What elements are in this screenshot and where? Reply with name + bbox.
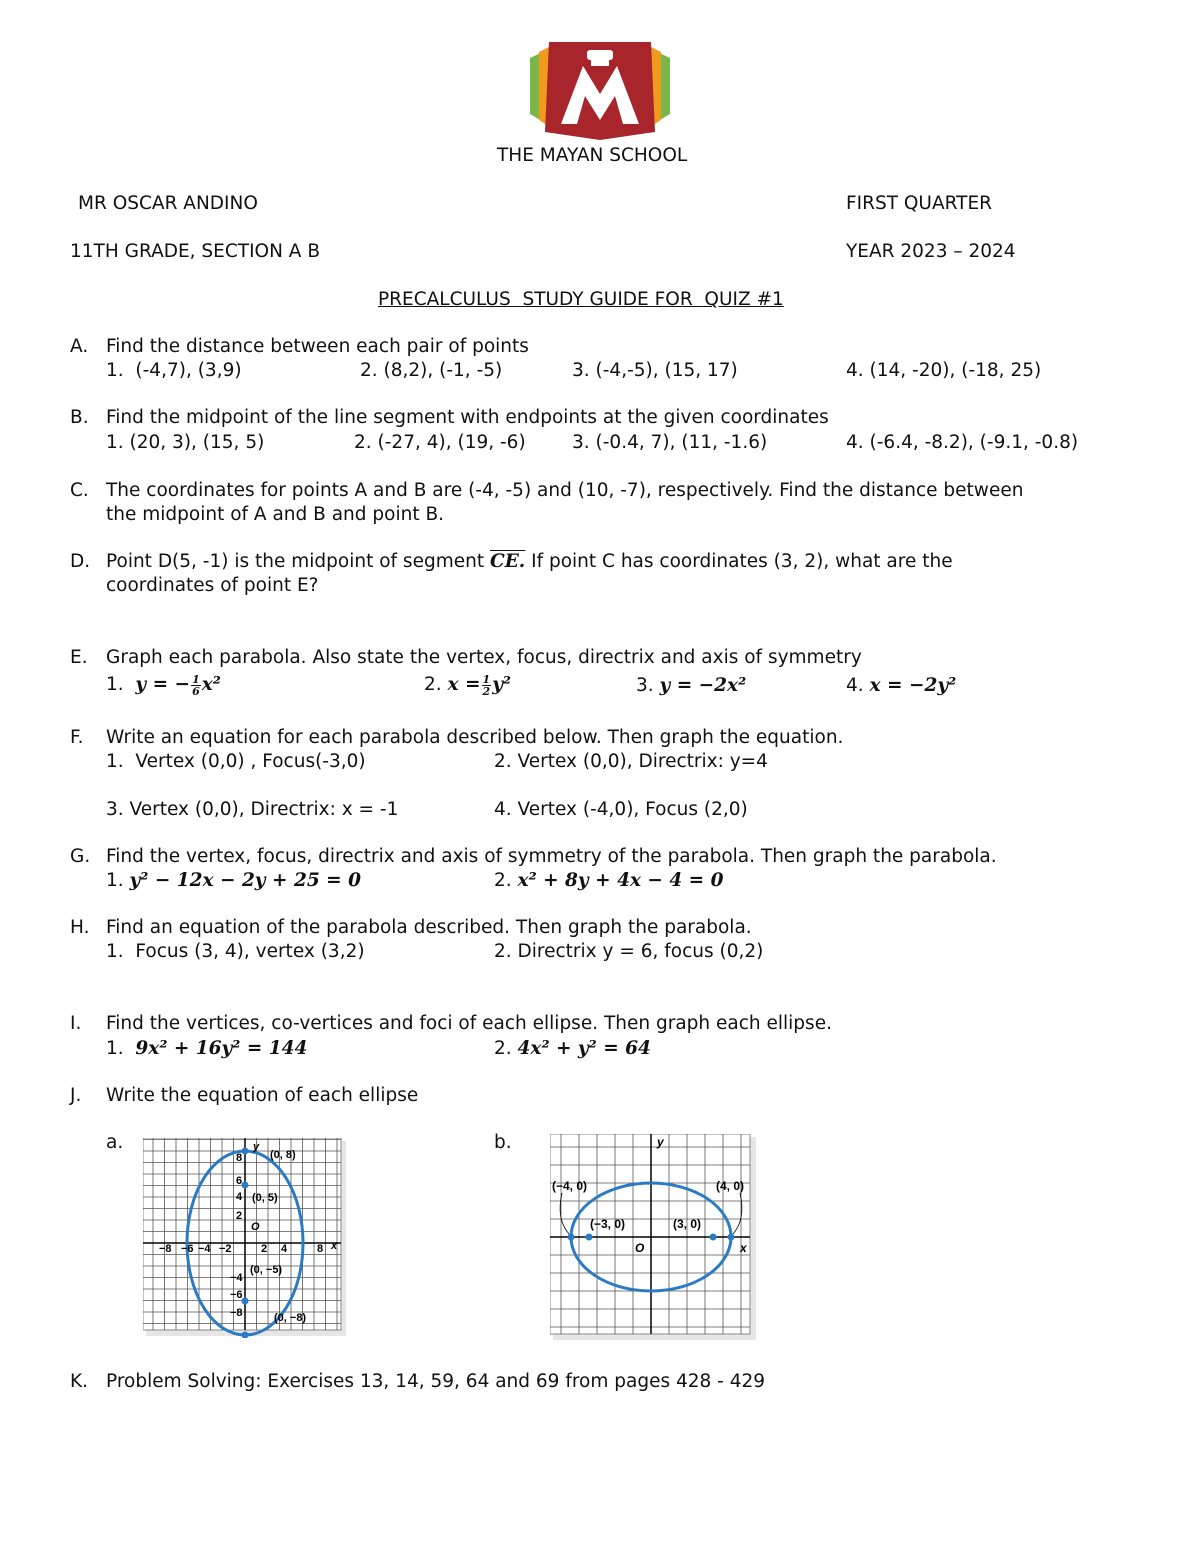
section-letter: E. — [70, 647, 88, 668]
list-item: 2. Directrix y = 6, focus (0,2) — [494, 941, 764, 962]
item-number: 1. — [106, 674, 124, 695]
point-label: (4, 0) — [716, 1179, 745, 1193]
list-item: 1. (20, 3), (15, 5) — [106, 432, 265, 453]
tick-label: −6 — [181, 1243, 194, 1255]
section-text: coordinates of point E? — [106, 575, 319, 596]
section-letter: J. — [70, 1085, 82, 1106]
section-prompt: Find the vertex, focus, directrix and axis of symmetry of the parabola. Then graph the parabola. — [106, 846, 997, 867]
equation-item — [494, 1040, 651, 1059]
list-item: 2. (8,2), (-1, -5) — [360, 360, 503, 381]
denominator: 2 — [482, 684, 491, 698]
grade-section: 11TH GRADE, SECTION A B — [70, 241, 321, 262]
teacher-name: MR OSCAR ANDINO — [78, 193, 258, 214]
section-prompt: Problem Solving: Exercises 13, 14, 59, 64 and 69 from pages 428 - 429 — [106, 1371, 766, 1392]
list-item: 3. (-0.4, 7), (11, -1.6) — [572, 432, 768, 453]
axis-label-y: y — [253, 1141, 260, 1153]
section-letter: F. — [70, 727, 84, 748]
list-item: 4. (-6.4, -8.2), (-9.1, -0.8) — [846, 432, 1079, 453]
list-item: 3. (-4,-5), (15, 17) — [572, 360, 738, 381]
school-year: YEAR 2023 – 2024 — [846, 241, 1016, 262]
section-letter: B. — [70, 407, 89, 428]
tick-label: 4 — [236, 1191, 243, 1203]
section-letter: I. — [70, 1013, 82, 1034]
origin-label: O — [635, 1241, 645, 1255]
tick-label: 2 — [261, 1243, 268, 1255]
equation-item — [636, 677, 746, 696]
item-number: 3. — [636, 675, 654, 696]
axis-label-x: x — [740, 1241, 747, 1255]
equation: y = − — [135, 674, 191, 695]
equation: x² + 8y + 4x − 4 = 0 — [517, 870, 724, 891]
point-label: (0, −5) — [250, 1264, 283, 1276]
school-name: THE MAYAN SCHOOL — [497, 145, 688, 166]
numerator: 1 — [482, 672, 491, 686]
point-label: (0, 5) — [252, 1192, 278, 1204]
list-item: 4. (14, -20), (-18, 25) — [846, 360, 1042, 381]
graph-label-b: b. — [494, 1132, 512, 1153]
axis-label-y: y — [657, 1135, 664, 1149]
axis-label-x: x — [331, 1240, 338, 1252]
equation-item — [846, 677, 956, 696]
item-number: 4. — [846, 675, 864, 696]
ellipse-point — [710, 1234, 717, 1241]
school-logo — [525, 36, 675, 141]
fraction — [191, 674, 201, 697]
section-letter: D. — [70, 551, 91, 572]
point-label: (0, 8) — [270, 1149, 296, 1161]
tick-label: −8 — [159, 1243, 172, 1255]
point-label: (−4, 0) — [552, 1179, 588, 1193]
ellipse-graph-b — [550, 1134, 756, 1340]
equation: x = −2y² — [869, 675, 957, 696]
section-text — [106, 553, 953, 572]
item-number: 2. — [494, 870, 512, 891]
equation: 9x² + 16y² = 144 — [135, 1038, 308, 1059]
section-letter: C. — [70, 480, 89, 501]
point-label: (−3, 0) — [590, 1217, 626, 1231]
segment-label: CE. — [489, 551, 526, 572]
equation-item — [106, 672, 221, 698]
item-number: 1. — [106, 1038, 124, 1059]
tick-label: −8 — [230, 1307, 243, 1319]
list-item: 1. (-4,7), (3,9) — [106, 360, 242, 381]
equation-item — [494, 872, 723, 891]
section-letter: H. — [70, 917, 90, 938]
item-number: 2. — [424, 674, 442, 695]
section-letter: A. — [70, 336, 89, 357]
equation: x² — [201, 674, 221, 695]
ellipse-graph-a — [143, 1138, 348, 1338]
origin-label: O — [251, 1221, 260, 1233]
equation: 4x² + y² = 64 — [517, 1038, 651, 1059]
list-item: 3. Vertex (0,0), Directrix: x = -1 — [106, 799, 399, 820]
section-text-part: Point D(5, -1) is the midpoint of segment — [106, 551, 490, 572]
item-number: 2. — [494, 1038, 512, 1059]
ellipse-point — [568, 1234, 575, 1241]
ellipse-point — [242, 1298, 249, 1305]
graph-label-a: a. — [106, 1132, 124, 1153]
equation-item — [424, 672, 511, 698]
tick-label: 2 — [236, 1210, 243, 1222]
equation: y² − 12x − 2y + 25 = 0 — [129, 870, 361, 891]
section-prompt: Write the equation of each ellipse — [106, 1085, 419, 1106]
list-item: 1. Focus (3, 4), vertex (3,2) — [106, 941, 365, 962]
tick-label: −2 — [219, 1243, 232, 1255]
section-text: the midpoint of A and B and point B. — [106, 504, 445, 525]
equation: y² — [492, 674, 512, 695]
ellipse-point — [586, 1234, 593, 1241]
section-prompt: Write an equation for each parabola described below. Then graph the equation. — [106, 727, 844, 748]
ellipse-point — [242, 1182, 249, 1189]
list-item: 2. (-27, 4), (19, -6) — [354, 432, 526, 453]
equation: x = — [447, 674, 481, 695]
section-prompt: Find the midpoint of the line segment with endpoints at the given coordinates — [106, 407, 829, 428]
tick-label: −4 — [230, 1272, 243, 1284]
section-letter: G. — [70, 846, 91, 867]
ellipse-point — [728, 1234, 735, 1241]
tick-label: −6 — [230, 1289, 243, 1301]
equation-item — [106, 1040, 307, 1059]
section-prompt: Find the vertices, co-vertices and foci of each ellipse. Then graph each ellipse. — [106, 1013, 832, 1034]
list-item: 2. Vertex (0,0), Directrix: y=4 — [494, 751, 768, 772]
tick-label: 8 — [317, 1243, 324, 1255]
tick-label: 4 — [281, 1243, 288, 1255]
tick-label: −4 — [198, 1243, 211, 1255]
fraction — [482, 674, 492, 697]
section-text-part: If point C has coordinates (3, 2), what are the — [525, 551, 953, 572]
tick-label: 6 — [236, 1175, 243, 1187]
equation-item — [106, 872, 361, 891]
list-item: 4. Vertex (-4,0), Focus (2,0) — [494, 799, 748, 820]
point-label: (0, −8) — [274, 1312, 307, 1324]
point-label: (3, 0) — [673, 1217, 702, 1231]
page-title: PRECALCULUS STUDY GUIDE FOR QUIZ #1 — [378, 289, 784, 310]
equation: y = −2x² — [659, 675, 747, 696]
section-text: The coordinates for points A and B are (-4, -5) and (10, -7), respectively. Find the distance between — [106, 480, 1024, 501]
tick-label: 8 — [236, 1152, 243, 1164]
section-prompt: Find an equation of the parabola described. Then graph the parabola. — [106, 917, 752, 938]
ellipse-point — [242, 1148, 249, 1155]
denominator: 6 — [192, 684, 200, 698]
numerator: 1 — [192, 672, 200, 686]
section-letter: K. — [70, 1371, 89, 1392]
list-item: 1. Vertex (0,0) , Focus(-3,0) — [106, 751, 366, 772]
section-prompt: Graph each parabola. Also state the vertex, focus, directrix and axis of symmetry — [106, 647, 862, 668]
item-number: 1. — [106, 870, 124, 891]
section-prompt: Find the distance between each pair of points — [106, 336, 529, 357]
quarter: FIRST QUARTER — [846, 193, 992, 214]
